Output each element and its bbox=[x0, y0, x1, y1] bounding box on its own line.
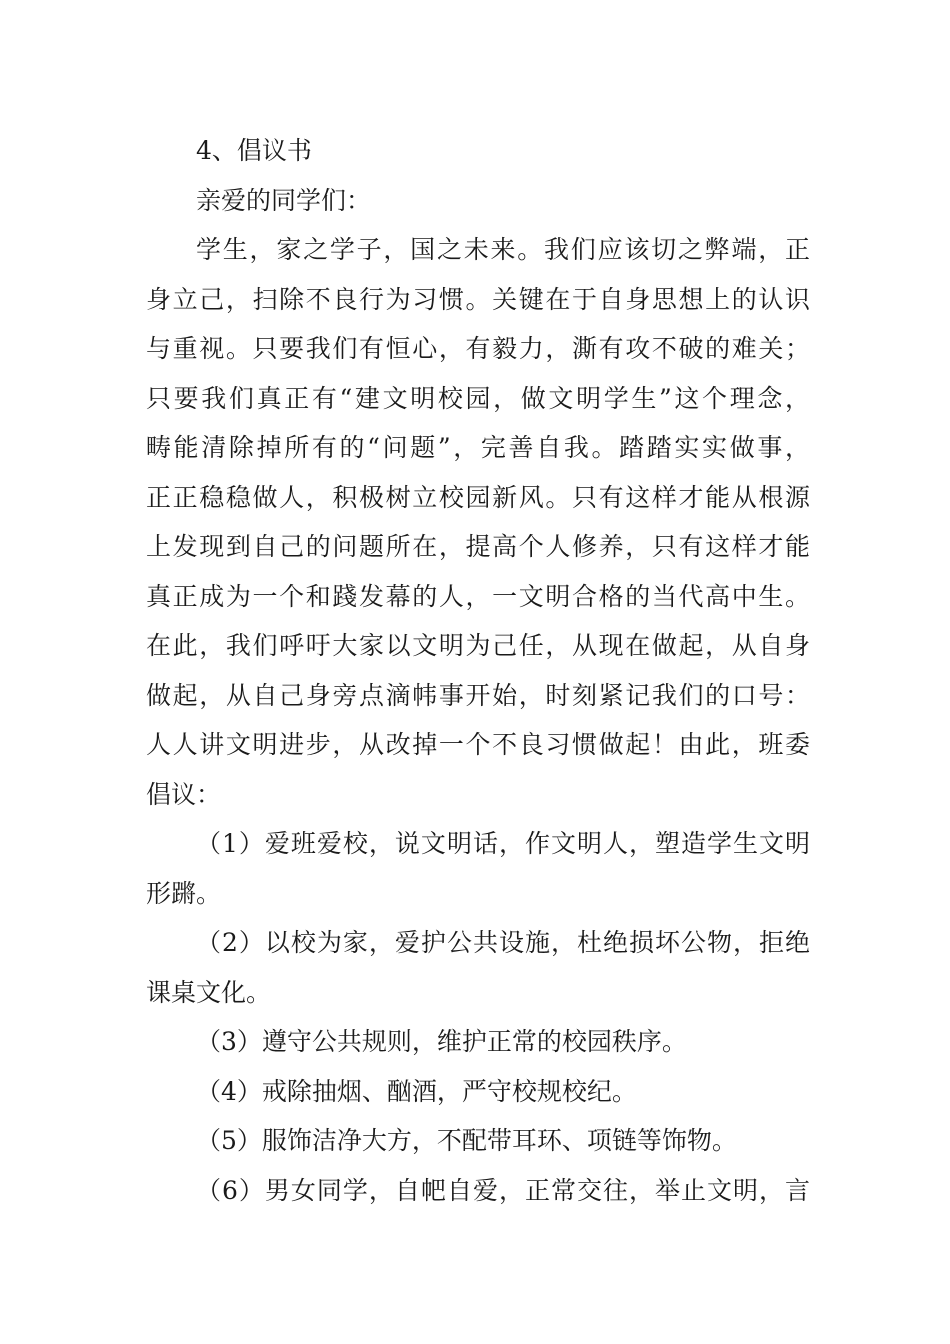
proposal-item-line: 形蹡。 bbox=[146, 878, 222, 908]
proposal-item-4: （4）戒除抽烟、酗酒，严守校规校纪。 bbox=[196, 1076, 637, 1106]
body-line: 与重视。只要我们有恒心，有毅力，澌有攻不破的难关； bbox=[146, 334, 810, 363]
body-paragraph bbox=[146, 225, 810, 819]
salutation: 亲爱的同学们： bbox=[196, 185, 372, 215]
body-line: 倡议： bbox=[146, 779, 222, 809]
body-line: 畴能清除掉所有的“问题”，完善自我。踏踏实实做事， bbox=[146, 433, 810, 462]
body-line: 学生，家之学子，国之未来。我们应该切之弊端，正 bbox=[196, 235, 810, 264]
proposal-item-line: （1）爱班爱校，说文明话，作文明人，塑造学生文明 bbox=[196, 829, 810, 858]
proposal-item-line: （2）以校为家，爱护公共设施，杜绝损坏公物，拒绝 bbox=[196, 928, 810, 957]
proposal-item-1 bbox=[146, 819, 810, 918]
document-page bbox=[146, 126, 810, 1215]
body-line: 身立己，扫除不良行为习惯。关键在于自身思想上的认识 bbox=[146, 284, 810, 314]
proposal-item-6: （6）男女同学，自帊自爱，正常交往，举止文明，言 bbox=[196, 1175, 810, 1205]
body-line: 做起，从自己身旁点滴帏事开始，时刻紧记我们的口号： bbox=[146, 680, 810, 710]
proposal-item-5: （5）服饰洁净大方，不配带耳环、项链等饰物。 bbox=[196, 1126, 737, 1155]
body-line: 正正稳稳做人，积极树立校园新风。只有这样才能从根源 bbox=[146, 482, 810, 512]
body-line: 在此，我们呼吁大家以文明为己任，从现在做起，从自身 bbox=[146, 631, 810, 660]
proposal-item-2 bbox=[146, 918, 810, 1017]
proposal-item-3: （3）遵守公共规则，维护正常的校园秩序。 bbox=[196, 1027, 687, 1056]
body-line: 真正成为一个和踐发幕的人，一文明合格的当代高中生。 bbox=[146, 581, 810, 611]
body-line: 上发现到自己的问题所在，提高个人修养，只有这样才能 bbox=[146, 532, 810, 561]
proposal-item-line: 课桌文化。 bbox=[146, 977, 272, 1007]
document-heading: 4、倡议书 bbox=[196, 136, 312, 165]
body-line: 人人讲文明进步，从改掉一个不良习惯做起！由此，班委 bbox=[146, 730, 810, 759]
body-line: 只要我们真正有“建文明校园，做文明学生”这个理念， bbox=[146, 383, 810, 413]
